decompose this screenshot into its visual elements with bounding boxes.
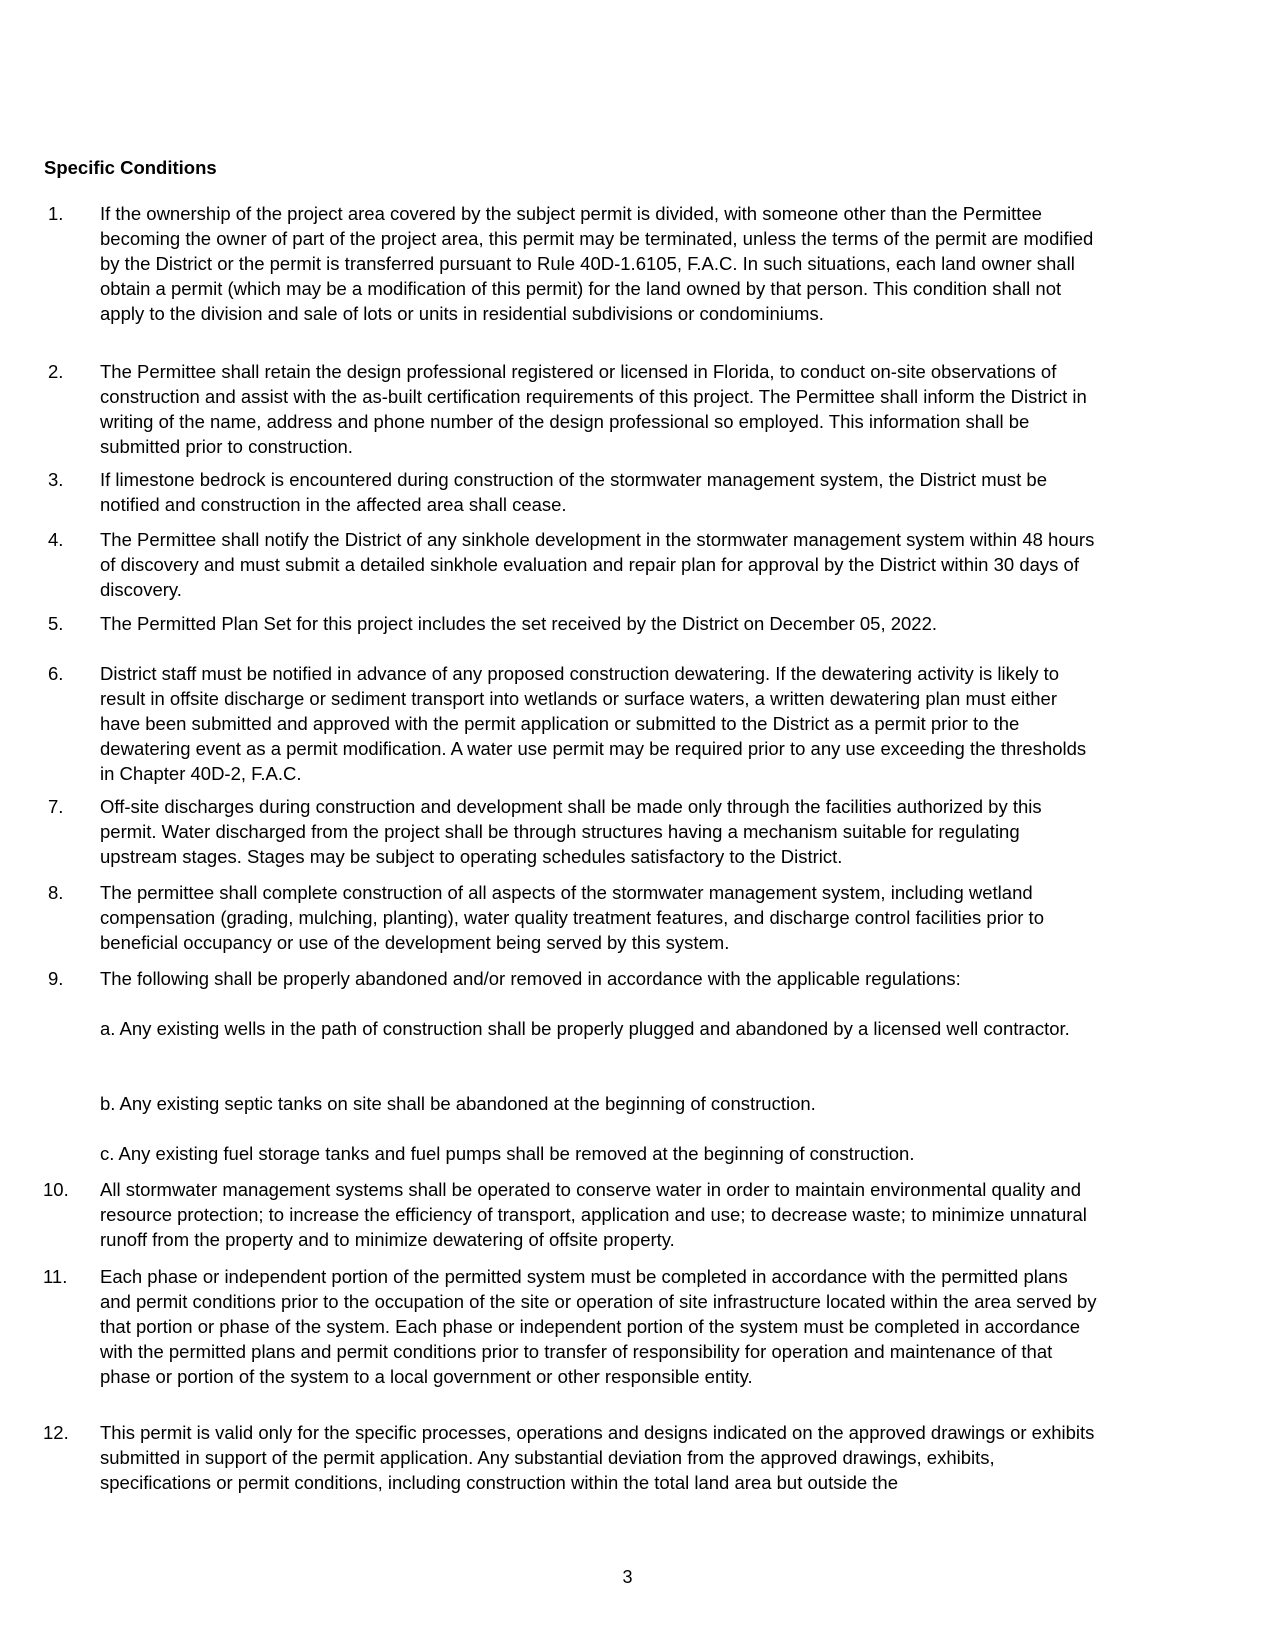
condition-text: All stormwater management systems shall be operated to conserve water in order to maintain environmental quality and resource protection; to increase the efficiency of transport, application and use; to decrease waste; to minimize unnatural runoff from the property and to minimize dewatering of offsite property. (100, 1179, 1087, 1250)
condition-number: 8. (48, 882, 64, 903)
condition-text: The Permittee shall retain the design professional registered or licensed in Florida, to conduct on-site observations of construction and assist with the as-built certification requirements of this project. The Permittee shall inform the District in writing of the name, address and phone number of the design professional so employed. This information shall be submitted prior to construction. (100, 361, 1087, 457)
condition-text: The permittee shall complete construction of all aspects of the stormwater management system, including wetland compensation (grading, mulching, planting), water quality treatment features, and discharge control facilities prior to beneficial occupancy or use of the development being served by this system. (100, 882, 1044, 953)
condition-number: 11. (43, 1266, 68, 1287)
condition-number: 10. (43, 1179, 69, 1200)
condition-number: 5. (48, 613, 64, 634)
page-number: 3 (622, 1567, 633, 1587)
condition-text: District staff must be notified in advance of any proposed construction dewatering. If the dewatering activity is likely to result in offsite discharge or sediment transport into wetlands or surface waters, a written dewatering plan must either have been submitted and approved with the permit application or submitted to the District as a permit prior to the dewatering event as a permit modification. A water use permit may be required prior to any use exceeding the thresholds in Chapter 40D-2, F.A.C. (100, 663, 1087, 784)
condition-text: If the ownership of the project area covered by the subject permit is divided, with someone other than the Permittee becoming the owner of part of the project area, this permit may be terminated, unless the terms of the permit are modified by the District or the permit is transferred pursuant to Rule 40D-1.6105, F.A.C. In such situations, each land owner shall obtain a permit (which may be a modification of this permit) for the land owned by that person. This condition shall not apply to the division and sale of lots or units in residential subdivisions or condominiums. (100, 203, 1094, 324)
condition-text: The Permittee shall notify the District of any sinkhole development in the stormwater management system within 48 hours of discovery and must submit a detailed sinkhole evaluation and repair plan for approval by the District within 30 days of discovery. (100, 529, 1095, 600)
condition-text: If limestone bedrock is encountered during construction of the stormwater management system, the District must be notified and construction in the affected area shall cease. (100, 469, 1048, 515)
section-heading: Specific Conditions (44, 157, 217, 178)
condition-9-subitem-a: a. Any existing wells in the path of construction shall be properly plugged and abandoned by a licensed well contractor. (100, 1018, 1070, 1039)
condition-number: 2. (48, 361, 64, 382)
condition-9-subitem-c: c. Any existing fuel storage tanks and fuel pumps shall be removed at the beginning of construction. (100, 1143, 915, 1164)
condition-text: Off-site discharges during construction and development shall be made only through the facilities authorized by this permit. Water discharged from the project shall be through structures having a mechanism suitable for regulating upstream stages. Stages may be subject to operating schedules satisfactory to the District. (100, 796, 1042, 867)
condition-text: The following shall be properly abandoned and/or removed in accordance with the applicable regulations: (100, 968, 961, 989)
condition-number: 3. (48, 469, 64, 490)
condition-number: 1. (48, 203, 64, 224)
condition-text: This permit is valid only for the specific processes, operations and designs indicated on the approved drawings or exhibits submitted in support of the permit application. Any substantial deviation from the approved drawings, exhibits, specifications or permit conditions, including construction within the total land area but outside the (100, 1422, 1095, 1493)
condition-number: 9. (48, 968, 64, 989)
condition-number: 4. (48, 529, 64, 550)
condition-9-subitem-b: b. Any existing septic tanks on site shall be abandoned at the beginning of construction. (100, 1093, 816, 1114)
condition-number: 12. (43, 1422, 69, 1443)
condition-text: Each phase or independent portion of the permitted system must be completed in accordance with the permitted plans and permit conditions prior to the occupation of the site or operation of site infrastructure located within the area served by that portion or phase of the system. Each phase or independent portion of the system must be completed in accordance with the permitted plans and permit conditions prior to transfer of responsibility for operation and maintenance of that phase or portion of the system to a local government or other responsible entity. (100, 1266, 1097, 1387)
condition-number: 7. (48, 796, 64, 817)
condition-number: 6. (48, 663, 64, 684)
condition-text: The Permitted Plan Set for this project includes the set received by the District on December 05, 2022. (100, 613, 938, 634)
